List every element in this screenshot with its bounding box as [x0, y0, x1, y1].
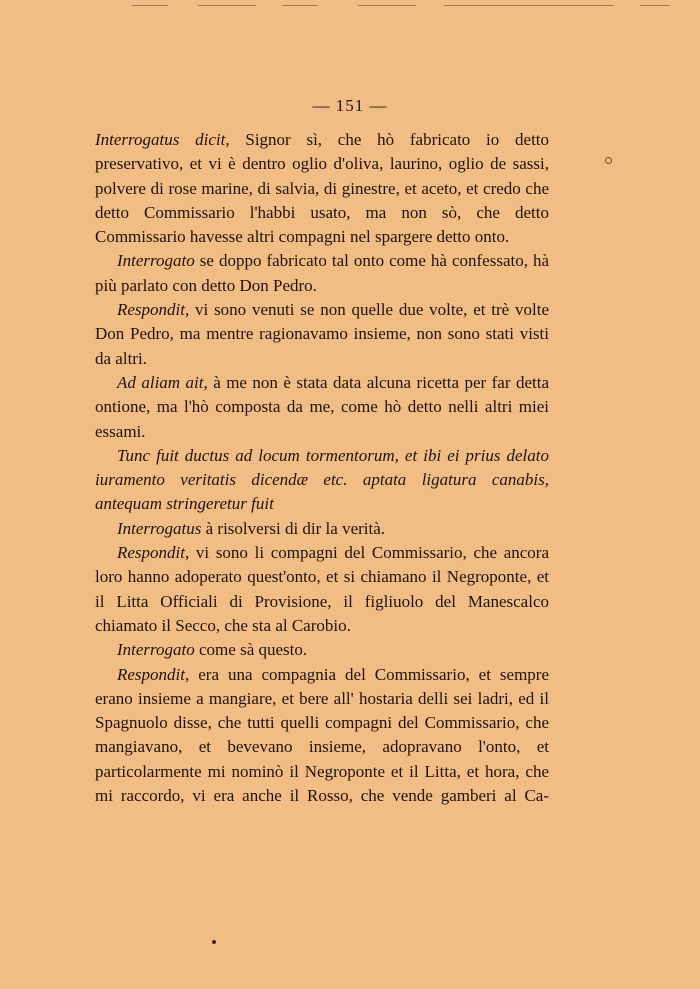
- speaker-label: Respondit,: [117, 300, 190, 320]
- paper-speck: [212, 940, 216, 944]
- paragraph-text: à me non è stata data alcuna ricetta per far detta ontione, ma l'hò composta da me, come hò detto nelli altri miei essami.: [95, 372, 550, 441]
- paragraph: [95, 371, 549, 444]
- latin-paragraph: Tunc fuit ductus ad locum tormentorum, et ibi ei prius delato iuramento veritatis dicendæ etc. aptata ligatura canabis, antequam stringeretur fuit: [95, 445, 549, 514]
- speaker-label: Interrogatus: [117, 518, 202, 538]
- paragraph-text: se doppo fabricato tal onto come hà confessato, hà più parlato con detto Don Pedro.: [95, 251, 550, 295]
- speaker-label: Interrogato: [117, 251, 195, 271]
- paragraph-text: come sà questo.: [199, 640, 308, 660]
- paragraph: [95, 663, 549, 809]
- speaker-label: Respondit,: [117, 543, 190, 563]
- speaker-label: Interrogatus dicit,: [95, 130, 230, 149]
- speaker-label: Respondit,: [117, 664, 190, 684]
- top-edge-rule: [282, 5, 318, 6]
- paragraph: [95, 541, 549, 638]
- speaker-label: Interrogato: [117, 640, 195, 660]
- paragraph: [95, 298, 549, 371]
- top-edge-rule: [640, 5, 670, 6]
- paragraph-text: vi sono li compagni del Commissario, che ancora loro hanno adoperato quest'onto, et si chiamano il Negroponte, et il Litta Officiali di Provisione, il figliuolo del Manescalco chiamato il Secco, che sta al Carobio.: [95, 543, 549, 635]
- top-edge-rule: [132, 5, 168, 6]
- top-edge-rule: [358, 5, 416, 6]
- paper-speck: [605, 157, 612, 164]
- paragraph-text: era una compagnia del Commissario, et sempre erano insieme a mangiare, et bere all' hostaria delli sei ladri, ed il Spagnuolo disse, che tutti quelli compagni del Commissario, che mangiavano, et bevevano insieme, adopravano l'onto, et particolarmente mi nominò il Negroponte et il Litta, et hora, che mi raccordo, vi era anche il Rosso, che vende gamberi al Ca-: [95, 664, 550, 806]
- top-edge-rule: [198, 5, 256, 6]
- paragraph-text: vi sono venuti se non quelle due volte, et trè volte Don Pedro, ma mentre ragionavamo insieme, non sono stati visti da altri.: [95, 300, 549, 368]
- paragraph: [95, 249, 549, 298]
- paragraph-text: Signor sì, che hò fabricato io detto preservativo, et vi è dentro oglio d'oliva, laurino, oglio de sassi, polvere di rose marine, di salvia, di ginestre, et aceto, et credo che detto Commissario l'habbi usato, ma non sò, che detto Commissario havesse altri compagni nel spargere detto onto.: [95, 130, 550, 247]
- paragraph-text: à risolversi di dir la verità.: [205, 518, 386, 538]
- paragraph: [95, 517, 549, 541]
- top-edge-rule: [444, 5, 614, 6]
- paragraph: [95, 638, 549, 662]
- page-body: [95, 128, 549, 808]
- paragraph: [95, 128, 549, 249]
- speaker-label: Ad aliam ait,: [117, 372, 208, 392]
- page-number: — 151 —: [312, 96, 388, 115]
